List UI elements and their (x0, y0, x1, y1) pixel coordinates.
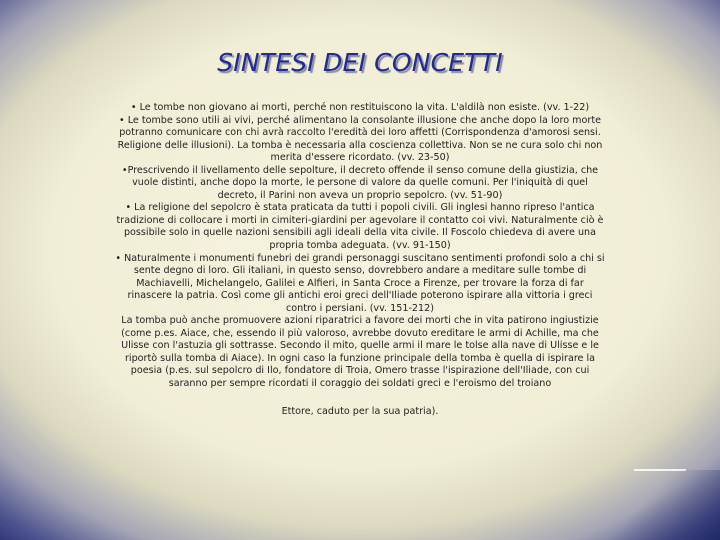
paragraph: •Prescrivendo il livellamento delle sepolture, il decreto offende il senso comune della giustizia, che vuole distinti, anche dopo la morte, le persone di valore da quelle comuni. Per l'iniquità di quel decreto, il Parini non aveva un proprio sepolcro. (vv. 51-90) (121, 164, 599, 201)
slide-body (114, 102, 606, 418)
paragraph: La tomba può anche promuovere azioni riparatrici a favore dei morti che in vita patirono ingiustizie (come p.es. Aiace, che, essendo il più valoroso, avrebbe dovuto ereditare le armi di Achille, ma che Ulisse con l'astuzia gli sottrasse. Secondo il mito, quelle armi il mare le tolse alla nave di Ulisse e le riportò sulla tomba di Aiace). In ogni caso la funzione principale della tomba è quella di ispirare la poesia (p.es. sul sepolcro di Ilo, fondatore di Troia, Omero trasse l'ispirazione dell'Iliade, con cui saranno per sempre ricordati il coraggio dei soldati greci e l'eroismo del troiano (121, 315, 599, 390)
closing-line: Ettore, caduto per la sua patria). (281, 405, 439, 417)
paragraph: • La religione del sepolcro è stata praticata da tutti i popoli civili. Gli inglesi hanno ripreso l'antica tradizione di collocare i morti in cimiteri-giardini per agevolare il contatto coi vivi. Naturalmente ciò è possibile solo in quelle nazioni sensibili agli ideali della vita civile. Il Foscolo chiedeva di avere una propria tomba adeguata. (vv. 91-150) (116, 202, 604, 252)
slide-title: SINTESI DEI CONCETTI (217, 48, 503, 77)
decorative-corner (600, 470, 720, 540)
paragraph: • Le tombe sono utili ai vivi, perché alimentano la consolante illusione che anche dopo la loro morte potranno comunicare con chi avrà raccolto l'eredità dei loro affetti (Corrispondenza d'amorosi sensi. Religione delle illusioni). La tomba è necessaria alla coscienza collettiva. Non se ne cura solo chi non merita d'essere ricordato. (vv. 23-50) (117, 114, 603, 164)
paragraph: • Le tombe non giovano ai morti, perché non restituiscono la vita. L'aldilà non esiste. (vv. 1-22) (130, 102, 590, 113)
paragraph: • Naturalmente i monumenti funebri dei grandi personaggi suscitano sentimenti profondi solo a chi si sente degno di loro. Gli italiani, in questo senso, dovrebbero andare a meditare sulle tombe di Machiavelli, Michelangelo, Galilei e Alfieri, in Santa Croce a Firenze, per trovare la forza di far rinascere la patria. Così come gli antichi eroi greci dell'Iliade poterono ispirare alla vittoria i greci contro i persiani. (vv. 151-212) (115, 252, 605, 314)
